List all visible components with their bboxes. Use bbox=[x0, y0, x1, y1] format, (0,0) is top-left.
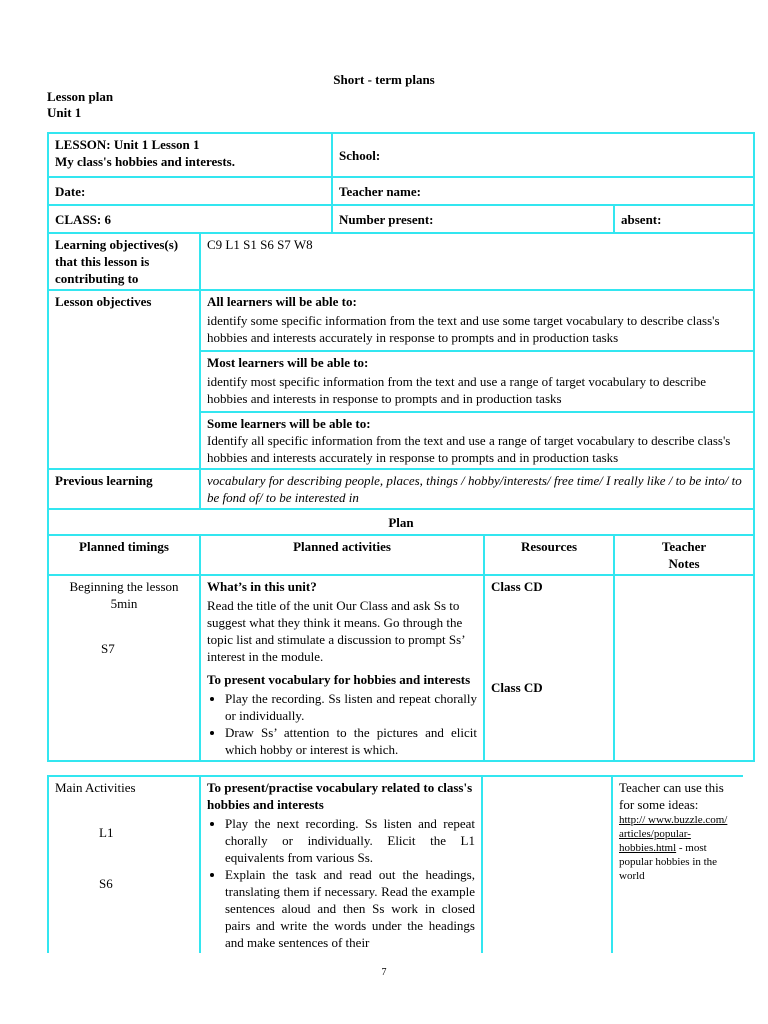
lesson-objectives-label: Lesson objectives bbox=[48, 290, 200, 469]
teacher-name-cell bbox=[332, 177, 754, 205]
main-activities-label: Main Activities bbox=[55, 780, 136, 795]
plan-title: Plan bbox=[48, 509, 754, 535]
previous-learning-label: Previous learning bbox=[48, 469, 200, 509]
main-activities-table-wrap bbox=[47, 775, 743, 953]
beginning-timing-cell bbox=[48, 575, 200, 761]
learning-objectives-value: C9 L1 S1 S6 S7 W8 bbox=[200, 233, 754, 290]
most-learners-heading: Most learners will be able to: bbox=[207, 355, 369, 370]
class-row bbox=[48, 205, 754, 233]
col-teacher-notes bbox=[614, 535, 754, 575]
unit-heading: Unit 1 bbox=[47, 105, 82, 120]
beginning-duration: 5min bbox=[110, 596, 138, 611]
number-present-label: Number present: bbox=[339, 211, 434, 227]
whats-in-unit-text: Read the title of the unit Our Class and ask Ss to suggest what they think it means. Go through the topic list and stimulate a discussion to prompt Ss’ interest in the module. bbox=[207, 598, 465, 664]
main-bullet-list bbox=[207, 815, 475, 951]
beginning-bullet-list bbox=[207, 690, 477, 758]
list-item: • Play the recording. Ss listen and repeat chorally or individually. bbox=[225, 690, 477, 724]
main-activities-heading: To present/practise vocabulary related to class's hobbies and interests bbox=[207, 780, 473, 812]
col-teacher-notes-line2: Notes bbox=[668, 556, 700, 571]
col-teacher-notes-line1: Teacher bbox=[661, 539, 707, 554]
notes-body bbox=[619, 813, 737, 883]
col-planned-timings: Planned timings bbox=[48, 535, 200, 575]
col-resources: Resources bbox=[484, 535, 614, 575]
buzzle-link[interactable]: http:// www.buzzle.com/ articles/popular-hobbies.html bbox=[619, 814, 728, 854]
date-label: Date: bbox=[55, 183, 86, 199]
notes-intro: Teacher can use this for some ideas: bbox=[619, 780, 724, 812]
beginning-resources-cell bbox=[484, 575, 614, 761]
beginning-activities-cell bbox=[200, 575, 484, 761]
main-activities-table bbox=[47, 775, 743, 953]
lesson-topic: My class's hobbies and interests. bbox=[55, 154, 235, 169]
some-learners-text: Identify all specific information from the text and use a range of target vocabulary to describe class's hobbies and interests accurately in response to prompts and in production tasks bbox=[207, 433, 731, 465]
learning-objectives-label: Learning objectives(s) that this lesson is contributing to bbox=[48, 233, 200, 290]
list-item: • Explain the task and read out the headings, translating them if necessary. Read the example sentences aloud and then Ss work in closed pairs and write the words under the headings and make sentences of their bbox=[225, 866, 475, 951]
page-number: 7 bbox=[381, 967, 387, 978]
beginning-notes-cell bbox=[614, 575, 754, 761]
absent-cell bbox=[614, 205, 754, 233]
absent-label: absent: bbox=[621, 211, 662, 227]
most-learners-text: identify most specific information from the text and use a range of target vocabulary to describe hobbies and interests in response to prompts and in production tasks bbox=[207, 374, 707, 406]
lesson-plan-heading: Lesson plan bbox=[47, 89, 114, 104]
date-cell bbox=[48, 177, 332, 205]
plan-title-row bbox=[48, 509, 754, 535]
number-present-cell bbox=[332, 205, 614, 233]
resource-class-cd-2: Class CD bbox=[491, 680, 543, 695]
main-skill-s6: S6 bbox=[99, 876, 113, 891]
main-activities-cell bbox=[200, 776, 482, 953]
lesson-title-cell bbox=[48, 133, 332, 177]
class-cell bbox=[48, 205, 332, 233]
beginning-row bbox=[48, 575, 754, 761]
date-row bbox=[48, 177, 754, 205]
class-label: CLASS: 6 bbox=[55, 211, 111, 227]
teacher-name-label: Teacher name: bbox=[339, 183, 421, 199]
list-item: • Play the next recording. Ss listen and repeat chorally or individually. Elicit the L1 equivalents from various Ss. bbox=[225, 815, 475, 866]
notes-tail: - most popular hobbies in the world bbox=[619, 842, 718, 882]
some-learners-heading: Some learners will be able to: bbox=[207, 416, 371, 431]
page-title: Short - term plans bbox=[333, 72, 435, 87]
lesson-plan-table bbox=[47, 132, 753, 761]
learning-objectives-row bbox=[48, 233, 754, 290]
all-learners-heading: All learners will be able to: bbox=[207, 294, 357, 309]
col-planned-activities: Planned activities bbox=[200, 535, 484, 575]
main-activities-row bbox=[48, 776, 743, 953]
main-timing-cell bbox=[48, 776, 200, 953]
previous-learning-row bbox=[48, 469, 754, 509]
lesson-objectives-cell bbox=[200, 290, 754, 469]
school-cell bbox=[332, 133, 754, 177]
list-item: • Draw Ss’ attention to the pictures and elicit which hobby or interest is which. bbox=[225, 724, 477, 758]
plan-table bbox=[47, 132, 755, 762]
beginning-timing: Beginning the lesson bbox=[69, 579, 179, 594]
present-vocab-heading: To present vocabulary for hobbies and interests bbox=[207, 672, 471, 687]
beginning-skill: S7 bbox=[101, 641, 115, 656]
main-resources-cell bbox=[482, 776, 612, 953]
resource-class-cd-1: Class CD bbox=[491, 579, 543, 594]
plan-header-row bbox=[48, 535, 754, 575]
main-notes-cell bbox=[612, 776, 743, 953]
previous-learning-text: vocabulary for describing people, places, things / hobby/interests/ free time/ I really like / to be into/ to be fond of/ to be interested in bbox=[200, 469, 754, 509]
lesson-row bbox=[48, 133, 754, 177]
main-skill-l1: L1 bbox=[99, 825, 114, 840]
lesson-objectives-row bbox=[48, 290, 754, 469]
all-learners-text: identify some specific information from the text and use some target vocabulary to describe class's hobbies and interests accurately in response to prompts and in production tasks bbox=[207, 313, 720, 345]
lesson-title: LESSON: Unit 1 Lesson 1 bbox=[55, 137, 200, 152]
whats-in-unit-heading: What’s in this unit? bbox=[207, 579, 317, 594]
school-label: School: bbox=[339, 147, 381, 163]
